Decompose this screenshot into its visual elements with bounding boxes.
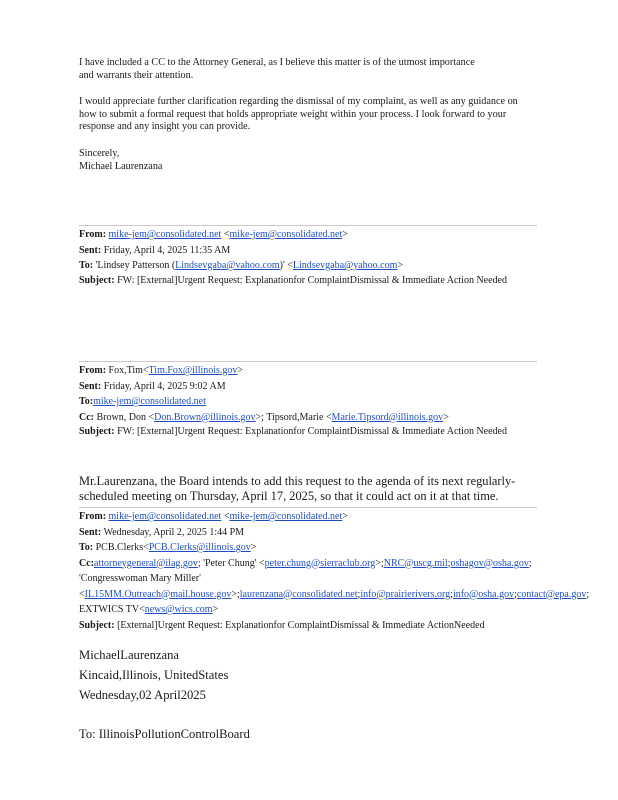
to-line: To:mike-jem@consolidated.net bbox=[79, 396, 206, 407]
recipient-line: To: IllinoisPollutionControlBoard bbox=[79, 727, 250, 741]
from-email-link[interactable]: Tim.Fox@illinois.gov bbox=[148, 365, 238, 376]
sender-name: MichaelLaurenzana bbox=[79, 648, 179, 662]
to-line: To: 'Lindsey Patterson (Lindsevgaba@vahoo.com)' <Lindsevgaba@yahoo.com> bbox=[79, 260, 404, 271]
email-header-3 bbox=[79, 509, 590, 633]
letter-date: Wednesday,02 April2025 bbox=[79, 688, 206, 702]
from-email-link-2[interactable]: mike-jem@consolidated.net bbox=[229, 511, 343, 522]
subject-line: Subject: [External]Urgent Request: Explanationfor ComplaintDismissal & Immediate ActionNeeded bbox=[79, 619, 485, 631]
divider bbox=[79, 361, 537, 362]
cc-line: Cc: Brown, Don <Don.Brown@illinois.gov>; Tipsord,Marie <Marie.Tipsord@illinois.gov> bbox=[79, 411, 449, 423]
signature-name: Michael Laurenzana bbox=[79, 161, 163, 172]
cc-email-link-2[interactable]: Marie.Tipsord@illinois.gov bbox=[331, 411, 444, 423]
from-email-link[interactable]: mike-jem@consolidated.net bbox=[108, 511, 222, 522]
to-email-link[interactable]: mike-jem@consolidated.net bbox=[93, 396, 206, 407]
paragraph-cc-attorney-general: I have included a CC to the Attorney General, as I believe this matter is of the utmost importance and warrants their attention. bbox=[79, 57, 475, 81]
cc-email-link-2[interactable]: peter.chung@sierraclub.org bbox=[264, 557, 376, 569]
to-email-link-2[interactable]: Lindsevgaba@yahoo.com bbox=[292, 260, 398, 271]
cc-line: Cc:attorneygeneral@ilag.gov; 'Peter Chung' <peter.chung@sierraclub.org>;NRC@uscg.mil;oshagov@osha.gov; 'Congresswoman Mary Miller' <IL15MM.Outreach@mail.house.gov>;laurenzana@consolidated.net;info@prairierivers.org;info@osha.gov;contact@epa.gov; EXTWICS TV<news@wics.com> bbox=[79, 557, 590, 615]
sender-location: Kincaid,Illinois, UnitedStates bbox=[79, 668, 229, 682]
cc-email-link-9[interactable]: contact@epa.gov bbox=[516, 588, 587, 600]
cc-email-link-6[interactable]: laurenzana@consolidated.net bbox=[239, 588, 358, 600]
from-line: From: mike-jem@consolidated.net <mike-jem@consolidated.net> bbox=[79, 229, 348, 240]
email-header-1 bbox=[79, 227, 539, 287]
from-line: From: mike-jem@consolidated.net <mike-jem@consolidated.net> bbox=[79, 511, 348, 522]
cc-email-link-3[interactable]: NRC@uscg.mil bbox=[383, 557, 448, 569]
cc-email-link-8[interactable]: info@osha.gov bbox=[452, 588, 515, 600]
divider bbox=[79, 225, 537, 226]
sent-line: Sent: Friday, April 4, 2025 9:02 AM bbox=[79, 380, 226, 392]
sent-line: Sent: Wednesday, April 2, 2025 1:44 PM bbox=[79, 526, 245, 538]
from-line: From: Fox,Tim<Tim.Fox@illinois.gov> bbox=[79, 365, 244, 376]
cc-email-link-4[interactable]: oshagov@osha.gov bbox=[450, 557, 529, 569]
cc-email-link-10[interactable]: news@wics.com bbox=[144, 604, 213, 615]
cc-email-link-1[interactable]: attorneygeneral@ilag.gov bbox=[94, 557, 198, 569]
cc-email-link-5[interactable]: IL15MM.Outreach@mail.house.gov bbox=[84, 588, 232, 600]
board-response-body: Mr.Laurenzana, the Board intends to add this request to the agenda of its next regularly-scheduled meeting on Thursday, April 17, 2025, so that it could act on it at that time. bbox=[79, 474, 516, 503]
from-email-link-2[interactable]: mike-jem@consolidated.net bbox=[229, 229, 343, 240]
divider bbox=[79, 507, 537, 508]
to-line: To: PCB.Clerks<PCB.Clerks@illinois.gov> bbox=[79, 542, 257, 553]
to-email-link[interactable]: PCB.Clerks@illinois.gov bbox=[148, 542, 251, 553]
email-header-2 bbox=[79, 363, 539, 439]
cc-email-link-7[interactable]: info@prairierivers.org bbox=[360, 588, 451, 600]
paragraph-clarification-request: I would appreciate further clarification regarding the dismissal of my complaint, as well as any guidance on how to submit a formal request that holds appropriate weight within your process. I look forward to your response and any insight you can provide. bbox=[79, 96, 518, 132]
cc-email-link-1[interactable]: Don.Brown@illinois.gov bbox=[154, 411, 256, 423]
sent-line: Sent: Friday, April 4, 2025 11:35 AM bbox=[79, 244, 231, 256]
to-email-link[interactable]: Lindsevgaba@vahoo.com bbox=[175, 260, 280, 271]
subject-line: Subject: FW: [External]Urgent Request: Explanationfor ComplaintDismissal & Immediate Action Needed bbox=[79, 274, 507, 286]
closing: Sincerely, bbox=[79, 148, 120, 159]
from-email-link[interactable]: mike-jem@consolidated.net bbox=[108, 229, 222, 240]
subject-line: Subject: FW: [External]Urgent Request: Explanationfor ComplaintDismissal & Immediate Action Needed bbox=[79, 426, 507, 437]
